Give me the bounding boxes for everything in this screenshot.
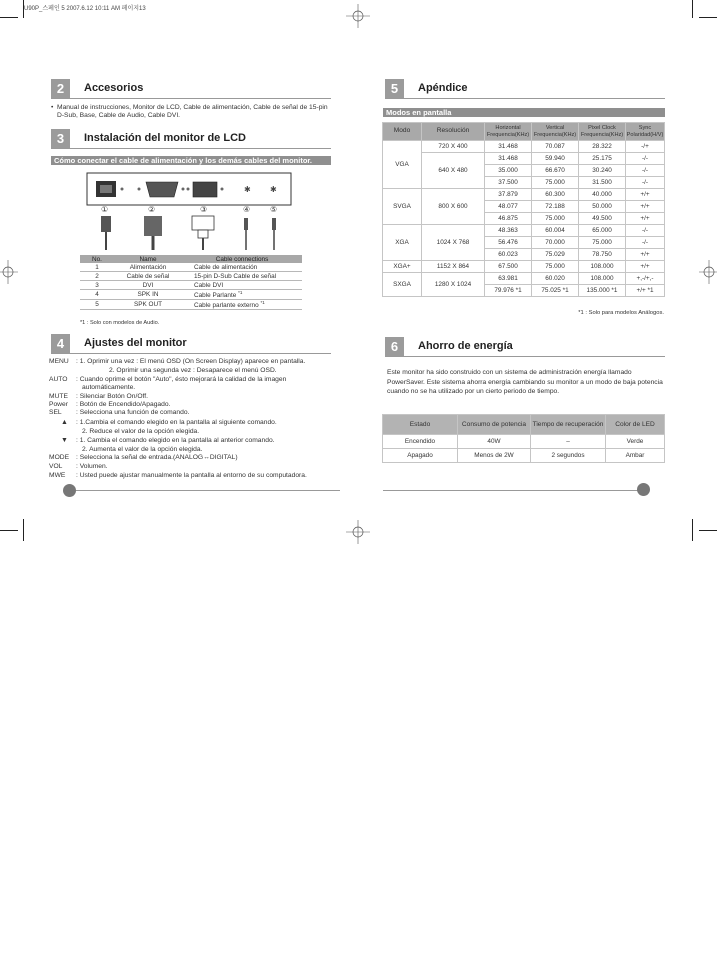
table-header-row: Modo Resolución Horizontal Frequencia(KHz) Vertical Frequencia(KHz) Pixel Clock Frequencia(KHz) Sync Polaridad(H/V) xyxy=(383,123,665,141)
section-divider xyxy=(51,353,331,354)
callout-4: ④ xyxy=(243,205,251,214)
up-arrow-icon: ▲ xyxy=(61,419,68,426)
powersaver-paragraph: Este monitor ha sido construido con un sistema de administración energía llamado PowerSaver. Este sistema ahorra energía cambiando su monitor a un modo de baja potencia cuando no se ha utilizado por un cierto periodo de tiempo. xyxy=(387,369,663,395)
table-row: 3 DVI Cable DVI xyxy=(80,281,302,290)
svg-text:✱: ✱ xyxy=(270,185,277,194)
print-header: U90P_스페인 5 2007.6.12 10:11 AM 페이지13 xyxy=(24,6,146,12)
table-row: 56.476 70.000 75.000 -/- xyxy=(383,237,665,249)
callout-5: ⑤ xyxy=(270,205,278,214)
section-3-title: Instalación del monitor de LCD xyxy=(84,132,246,144)
cable-connections-table xyxy=(80,255,302,310)
table-row: Encendido 40W – Verde xyxy=(383,435,665,449)
table-row: 35.000 66.670 30.240 -/- xyxy=(383,165,665,177)
registration-mark-top xyxy=(346,4,370,28)
section-5-title: Apéndice xyxy=(418,82,468,94)
table-row: 2 Cable de señal 15-pin D-Sub Cable de señal xyxy=(80,272,302,281)
power-saving-table xyxy=(382,414,665,463)
section-6-title: Ahorro de energía xyxy=(418,340,513,352)
registration-mark-left xyxy=(0,260,18,284)
section-4-title: Ajustes del monitor xyxy=(84,337,187,349)
analog-footnote: *1 : Solo para modelos Análogos. xyxy=(578,310,664,316)
table-row: 1 Alimentación Cable de alimentación xyxy=(80,263,302,272)
table-row: 79.976 *1 75.025 *1 135.000 *1 +/+ *1 xyxy=(383,285,665,297)
section-divider xyxy=(385,356,665,357)
table-row: 60.023 75.029 78.750 +/+ xyxy=(383,249,665,261)
page-dot-right xyxy=(637,483,650,496)
column-header: Name xyxy=(114,255,182,263)
section-3-number: 3 xyxy=(51,129,70,148)
section-5-number: 5 xyxy=(385,79,404,98)
section-6-number: 6 xyxy=(385,337,404,356)
callout-2: ② xyxy=(148,205,156,214)
section-divider xyxy=(51,148,331,149)
table-row: Apagado Menos de 2W 2 segundos Ambar xyxy=(383,449,665,463)
callout-1: ① xyxy=(101,205,109,214)
table-row: SVGA 800 X 600 37.879 60.300 40.000 +/+ xyxy=(383,189,665,201)
table-row: XGA+ 1152 X 864 67.500 75.000 108.000 +/+ xyxy=(383,261,665,273)
footer-line xyxy=(64,490,340,491)
footer-line xyxy=(383,490,645,491)
table-row: 46.875 75.000 49.500 +/+ xyxy=(383,213,665,225)
registration-mark-bottom xyxy=(346,520,370,544)
audio-footnote: *1 : Solo con modelos de Audio. xyxy=(80,320,160,326)
section-2-number: 2 xyxy=(51,79,70,98)
table-row: 37.500 75.000 31.500 -/- xyxy=(383,177,665,189)
callout-3: ③ xyxy=(200,205,208,214)
registration-mark-right xyxy=(699,260,717,284)
accessories-list: • Manual de instrucciones, Monitor de LCD, Cable de alimentación, Cable de señal de 15-pin D-Sub, Base, Cable de Audio, Cable DVI. xyxy=(51,104,328,119)
rear-panel-diagram xyxy=(86,172,296,252)
section-divider xyxy=(51,98,331,99)
section-divider xyxy=(385,98,665,99)
page-dot-left xyxy=(63,484,76,497)
display-modes-bar: Modos en pantalla xyxy=(383,108,665,117)
table-header-row xyxy=(80,255,302,263)
table-row: VGA 720 X 400 31.468 70.087 28.322 -/+ xyxy=(383,141,665,153)
section-2-title: Accesorios xyxy=(84,82,144,94)
table-row: 640 X 480 31.468 59.940 25.175 -/- xyxy=(383,153,665,165)
table-row: 48.077 72.188 50.000 +/+ xyxy=(383,201,665,213)
table-row: 5 SPK OUT Cable parlante externo $^{*1}$ xyxy=(80,300,302,310)
table-row: XGA 1024 X 768 48.363 60.004 65.000 -/- xyxy=(383,225,665,237)
table-row: SXGA 1280 X 1024 63.981 60.020 108.000 +,-/+,- xyxy=(383,273,665,285)
column-header: Cable connections xyxy=(182,255,302,263)
table-row: 4 SPK IN Cable Parlante $^{*1}$ xyxy=(80,290,302,300)
svg-text:✱: ✱ xyxy=(244,185,251,194)
down-arrow-icon: ▼ xyxy=(61,437,68,444)
section-4-number: 4 xyxy=(51,334,70,353)
connect-cables-bar: Cómo conectar el cable de alimentación y los demás cables del monitor. xyxy=(51,156,331,165)
display-modes-table xyxy=(382,122,665,297)
controls-list: MENU : 1. Oprimir una vez : El menú OSD (On Screen Display) aparece en pantalla. 2. Oprimir una segunda vez : Desaparece el menú OSD. AUTO : Cuando oprime el botón "Auto", ésto mejorará la calidad de la imagen automáticamente. MUTE : Silenciar Botón On/Off. Power : Botón de Encendido/Apagado. SEL : Selecciona una función de comando. ▲ : 1.Cambia el comando elegido en la pantalla al siguiente comando. 2. Reduce el valor de la opción elegida. ▼ : 1. Cambia el comando elegido en la pantalla al anterior comando. 2. Aumenta el valor de la opción elegida. MODE : Selecciona la señal de entrada.(ANALOG↔DIGITAL) VOL : Volumen. MWE : Usted puede ajustar manualmente la pantalla al entorno de su computadora. xyxy=(49,358,307,479)
table-header-row: Estado Consumo de potencia Tiempo de recuperación Color de LED xyxy=(383,415,665,435)
column-header: No. xyxy=(80,255,114,263)
